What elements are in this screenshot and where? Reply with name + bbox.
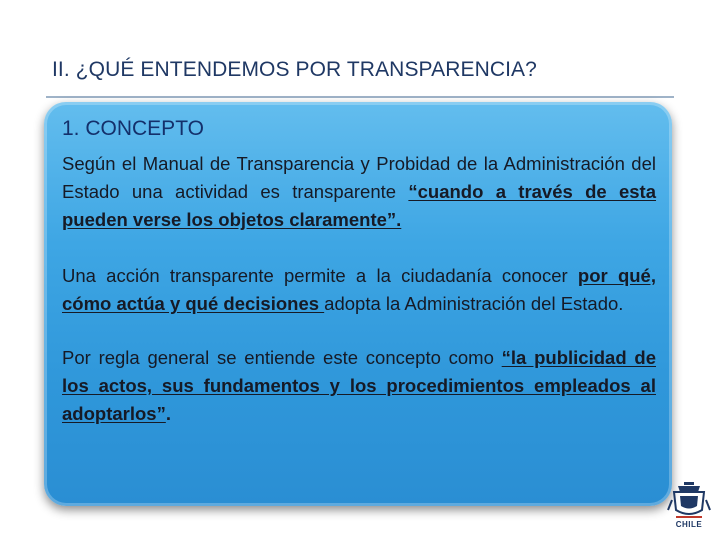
content-panel (44, 102, 672, 506)
paragraph-definition-quote: “cuando a través de esta pueden verse los objetos claramente”. (62, 181, 657, 230)
section-heading: 1. CONCEPTO (62, 117, 204, 140)
paragraph-general-rule-quote: “la publicidad de los actos, sus fundamentos y los procedimientos empleados al adoptarlos” (62, 347, 656, 424)
seal-graphic (660, 480, 718, 520)
paragraph-general-rule-tail: . (165, 403, 171, 424)
title-divider (46, 96, 674, 98)
slide-title: II. ¿QUÉ ENTENDEMOS POR TRANSPARENCIA? (52, 58, 537, 81)
paragraph-definition-lead: Según el Manual de Transparencia y Probidad de la Administración del Estado una actividad es transparente (62, 153, 656, 202)
paragraph-citizenship (62, 262, 656, 318)
paragraph-citizenship-emphasis: por qué, cómo actúa y qué decisiones (62, 265, 656, 314)
government-of-chile-seal-icon (660, 480, 718, 538)
paragraph-citizenship-tail: adopta la Administración del Estado. (324, 293, 624, 314)
panel-content (62, 116, 656, 428)
paragraph-general-rule-lead: Por regla general se entiende este concepto como (62, 347, 502, 368)
paragraph-general-rule (62, 344, 656, 428)
paragraph-definition (62, 150, 656, 234)
logo-wordmark: CHILE (675, 520, 703, 529)
paragraph-citizenship-lead: Una acción transparente permite a la ciudadanía conocer (62, 265, 578, 286)
